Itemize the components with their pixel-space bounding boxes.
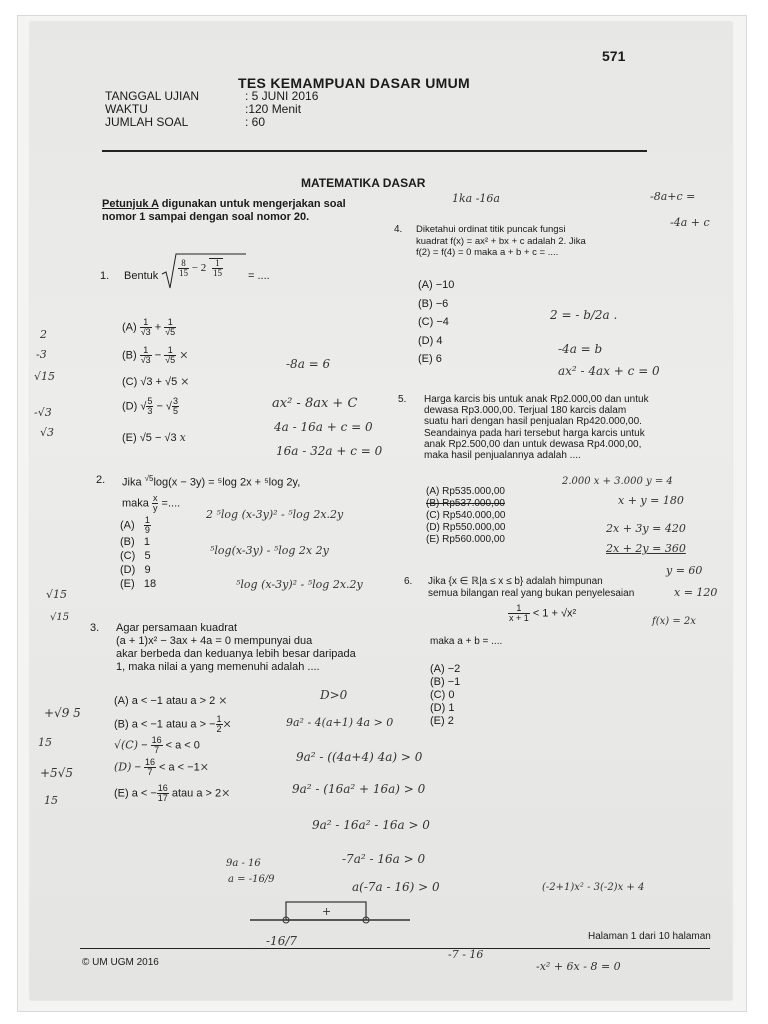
handwritten-note: a(-7a - 16) > 0 xyxy=(352,880,440,894)
q2-stem: Jika $^{√5}$log(x − 3y) = ⁵log 2x + ⁵log 2y, xyxy=(122,474,301,489)
q6-option-c: (C) 0 xyxy=(430,689,455,701)
handwritten-note: D>0 xyxy=(320,688,348,702)
option-label: (D) xyxy=(120,564,136,576)
q2-option-d xyxy=(120,563,156,577)
exam-page xyxy=(30,22,732,1000)
q4-option-c: (C) −4 xyxy=(418,316,449,328)
handwritten-note: x = 120 xyxy=(674,586,718,599)
q4-stem xyxy=(416,224,586,259)
handwritten-note: ax² - 8ax + C xyxy=(272,396,358,411)
q1-option-b: (B) $\frac{1}{√3}$ − $\frac{1}{√5}$ × xyxy=(122,345,189,365)
handwritten-note: 2x + 3y = 420 xyxy=(606,522,686,535)
q5-line: suatu hari dengan hasil penjualan Rp420.000,00. xyxy=(424,416,642,428)
handwritten-note: -4a = b xyxy=(558,342,603,356)
q6-option-b: (B) −1 xyxy=(430,676,461,688)
info-label: TANGGAL UJIAN xyxy=(105,89,200,103)
q1-number: 1. xyxy=(100,270,110,282)
option-label: (B) xyxy=(120,536,135,548)
margin-note: √15 xyxy=(34,370,56,383)
q5-stem xyxy=(424,394,649,461)
q6-inequality: $\frac{1}{x + 1}$ < 1 + √x² xyxy=(509,603,577,623)
q6-option-e: (E) 2 xyxy=(430,715,454,727)
q2-maka: maka $\frac{x}{y}$ =.... xyxy=(122,493,181,513)
handwritten-note: -7a² - 16a > 0 xyxy=(342,852,426,866)
instruction-line xyxy=(102,198,346,211)
q5-line: anak Rp2.500,00 dan untuk dewasa Rp4.000,00, xyxy=(424,438,642,450)
handwritten-note: (-2+1)x² - 3(-2)x + 4 xyxy=(542,882,645,893)
q2-option-e xyxy=(120,577,156,591)
q4-option-d: (D) 4 xyxy=(418,334,443,347)
handwritten-note: 1ka -16a xyxy=(452,192,500,205)
q3-line: (a + 1)x² − 3ax + 4a = 0 mempunyai dua xyxy=(116,635,313,647)
handwritten-note: 4a - 16a + c = 0 xyxy=(274,420,373,434)
option-label: (D) xyxy=(122,400,138,413)
q4-line: kuadrat f(x) = ax² + bx + c adalah 2. Jika xyxy=(416,235,586,247)
q1-option-e: (E) √5 − √3 x xyxy=(122,431,186,444)
handwritten-note: 9a² - 4(a+1) 4a > 0 xyxy=(286,716,394,729)
q5-option-c: (C) Rp540.000,00 xyxy=(426,510,506,521)
option-text: atau a > 2 xyxy=(171,787,222,800)
option-label: (B) xyxy=(122,349,137,362)
option-text: (E) a < − xyxy=(114,787,157,800)
handwritten-note: -x² + 6x - 8 = 0 xyxy=(536,960,621,973)
q5-line: dewasa Rp3.000,00. Terjual 180 karcis dalam xyxy=(424,405,627,417)
instruction-text: digunakan untuk mengerjakan soal xyxy=(158,198,346,210)
info-value: : 5 JUNI 2016 xyxy=(245,89,319,103)
margin-note: -√3 xyxy=(34,406,52,419)
handwritten-note: ⁵log (x-3y)² - ⁵log 2x.2y xyxy=(236,578,363,591)
margin-note: -3 xyxy=(36,348,47,361)
handwritten-note: x + y = 180 xyxy=(618,494,684,507)
svg-text:+: + xyxy=(322,905,332,918)
info-value: :120 Menit xyxy=(245,102,302,116)
q6-question: maka a + b = .... xyxy=(430,636,503,647)
q2-maka-text: maka xyxy=(122,497,149,510)
q2-option-c xyxy=(120,549,156,563)
q4-number: 4. xyxy=(394,224,403,235)
handwritten-note: y = 60 xyxy=(666,564,703,577)
option-text: (A) a < −1 atau a > 2 xyxy=(114,695,216,707)
handwritten-note: -4a + c xyxy=(670,216,710,229)
margin-note: √15 xyxy=(46,588,68,601)
handwritten-note: 9a² - 16a² - 16a > 0 xyxy=(312,818,430,832)
q1-option-c: (C) √3 + √5 × xyxy=(122,375,190,388)
q5-option-e: (E) Rp560.000,00 xyxy=(426,534,505,545)
option-label: (A) xyxy=(122,321,137,334)
handwritten-note: 9a² - (16a² + 16a) > 0 xyxy=(292,782,426,796)
q3-number: 3. xyxy=(90,622,100,634)
q4-option-a: (A) −10 xyxy=(418,279,455,291)
option-text: √3 + √5 xyxy=(140,376,178,388)
q2-option-a: (A) $\frac{1}{9}$ xyxy=(120,515,150,535)
q2-number: 2. xyxy=(96,474,106,486)
info-value: : 60 xyxy=(245,115,266,129)
q4-options xyxy=(418,276,454,369)
handwritten-note: a = -16/9 xyxy=(228,874,275,885)
q5-option-a: (A) Rp535.000,00 xyxy=(426,486,505,497)
q6-options xyxy=(430,663,460,728)
q5-option-d: (D) Rp550.000,00 xyxy=(426,522,506,533)
handwritten-note: ⁵log(x-3y) - ⁵log 2x 2y xyxy=(210,544,329,557)
option-text: < a < −1 xyxy=(159,761,200,774)
q4-option-e: (E) 6 xyxy=(418,353,442,365)
option-text: √5 − √3 xyxy=(139,432,177,444)
header-rule xyxy=(102,150,647,152)
option-label: (E) xyxy=(120,578,135,590)
option-value: 18 xyxy=(143,578,157,590)
q1-option-a: (A) $\frac{1}{√3}$ + $\frac{1}{√5}$ xyxy=(122,317,176,337)
q3-option-c: √(C) − $\frac{16}{7}$ < a < 0 xyxy=(114,735,200,755)
q3-option-b: (B) a < −1 atau a > − $\frac{1}{2}$ × xyxy=(114,714,232,734)
margin-note: 15 xyxy=(44,794,58,807)
q2-expression: log(x − 3y) = ⁵log 2x + ⁵log 2y, xyxy=(153,476,301,489)
margin-note: √3 xyxy=(40,426,55,439)
instruction-line: nomor 1 sampai dengan soal nomor 20. xyxy=(102,211,310,223)
q6-option-d: (D) 1 xyxy=(430,702,455,714)
exam-title: TES KEMAMPUAN DASAR UMUM xyxy=(238,75,470,91)
footer-page-count: Halaman 1 dari 10 halaman xyxy=(588,931,711,942)
q4-option-b: (B) −6 xyxy=(418,297,449,310)
option-label: (A) xyxy=(120,519,135,532)
info-row xyxy=(105,116,318,129)
q5-line: Seandainya pada hari tersebut harga karcis untuk xyxy=(424,427,645,439)
number-line-sketch xyxy=(240,894,420,942)
q2-eq: =.... xyxy=(161,497,181,510)
q3-line: 1, maka nilai a yang memenuhi adalah .... xyxy=(116,661,320,673)
q5-option-b: (B) Rp537.000,00 xyxy=(426,498,505,509)
handwritten-note: 16a - 32a + c = 0 xyxy=(276,444,383,458)
info-label: JUMLAH SOAL xyxy=(105,115,189,129)
handwritten-note: -16/7 xyxy=(266,934,298,948)
instruction-head: Petunjuk A xyxy=(102,198,159,210)
option-text: (B) a < −1 atau a > − xyxy=(114,718,216,731)
footer-copyright: © UM UGM 2016 xyxy=(82,957,159,968)
info-label: WAKTU xyxy=(105,102,148,116)
q3-option-d: (D) − $\frac{16}{7}$ < a < −1× xyxy=(114,757,209,777)
footer-rule xyxy=(80,948,710,949)
q2-text: Jika xyxy=(122,476,142,489)
handwritten-note: f(x) = 2x xyxy=(652,616,696,627)
option-value: 9 xyxy=(144,564,151,576)
margin-note: +5√5 xyxy=(40,766,73,780)
q3-option-e: (E) a < − $\frac{16}{17}$ atau a > 2× xyxy=(114,783,231,803)
q5-line: Harga karcis bis untuk anak Rp2.000,00 dan untuk xyxy=(424,394,649,405)
q1-text: Bentuk xyxy=(124,270,159,282)
q6-stem xyxy=(428,576,634,600)
q2-option-b xyxy=(120,535,156,549)
q3-option-a: (A) a < −1 atau a > 2 × xyxy=(114,694,228,707)
option-value: 1 xyxy=(143,536,150,548)
handwritten-note: -8a = 6 xyxy=(286,357,331,371)
handwritten-note: 2 ⁵log (x-3y)² - ⁵log 2x.2y xyxy=(206,508,344,521)
option-label: (C) xyxy=(120,550,136,562)
page-number: 571 xyxy=(602,48,626,64)
q6-line: semua bilangan real yang bukan penyelesaian xyxy=(428,588,635,599)
instructions xyxy=(102,198,346,224)
handwritten-note: -7 - 16 xyxy=(448,948,484,961)
handwritten-note: ax² - 4ax + c = 0 xyxy=(558,364,660,378)
q3-stem xyxy=(116,622,356,674)
handwritten-note: 2 = - b/2a . xyxy=(550,308,618,322)
handwritten-note: 9a - 16 xyxy=(226,858,261,869)
q6-ineq-text: < 1 + √x² xyxy=(532,607,577,620)
margin-note: √15 xyxy=(50,612,70,623)
handwritten-note: 2.000 x + 3.000 y = 4 xyxy=(562,476,673,487)
option-value: 5 xyxy=(144,550,151,562)
q6-number: 6. xyxy=(404,576,413,587)
q6-option-a: (A) −2 xyxy=(430,663,461,675)
margin-note: 15 xyxy=(38,736,52,749)
q1-expression xyxy=(160,252,248,295)
q2-options xyxy=(120,516,156,591)
handwritten-note: -8a+c = xyxy=(650,190,696,203)
margin-note: +√9 5 xyxy=(44,706,81,720)
q4-line: Diketahui ordinat titik puncak fungsi xyxy=(416,224,566,235)
handwritten-note: 9a² - ((4a+4) 4a) > 0 xyxy=(296,750,423,764)
section-title: MATEMATIKA DASAR xyxy=(301,176,426,190)
q5-line: maka hasil penjualannya adalah .... xyxy=(424,450,581,462)
q4-line: f(2) = f(4) = 0 maka a + b + c = .... xyxy=(416,247,559,258)
q5-options xyxy=(426,486,506,546)
option-label: (C) xyxy=(122,376,138,388)
q3-line: akar berbeda dan keduanya lebih besar daripada xyxy=(116,648,356,660)
option-text: < a < 0 xyxy=(165,739,200,752)
option-label: (E) xyxy=(122,432,137,444)
q5-number: 5. xyxy=(398,394,407,405)
exam-info xyxy=(105,90,318,129)
q1-radicand: $\frac{8}{15}$ − 2 $\frac{1}{15}$ xyxy=(179,258,222,278)
q3-line: Agar persamaan kuadrat xyxy=(116,622,238,634)
handwritten-note: 2x + 2y = 360 xyxy=(606,542,686,555)
q1-option-d: (D) √ $\frac{5}{3}$ − √ $\frac{3}{5}$ xyxy=(122,396,178,416)
q1-tail: = .... xyxy=(248,270,270,282)
q6-line: Jika {x ∈ ℝ|a ≤ x ≤ b} adalah himpunan xyxy=(428,576,603,587)
margin-note: 2 xyxy=(40,328,47,341)
